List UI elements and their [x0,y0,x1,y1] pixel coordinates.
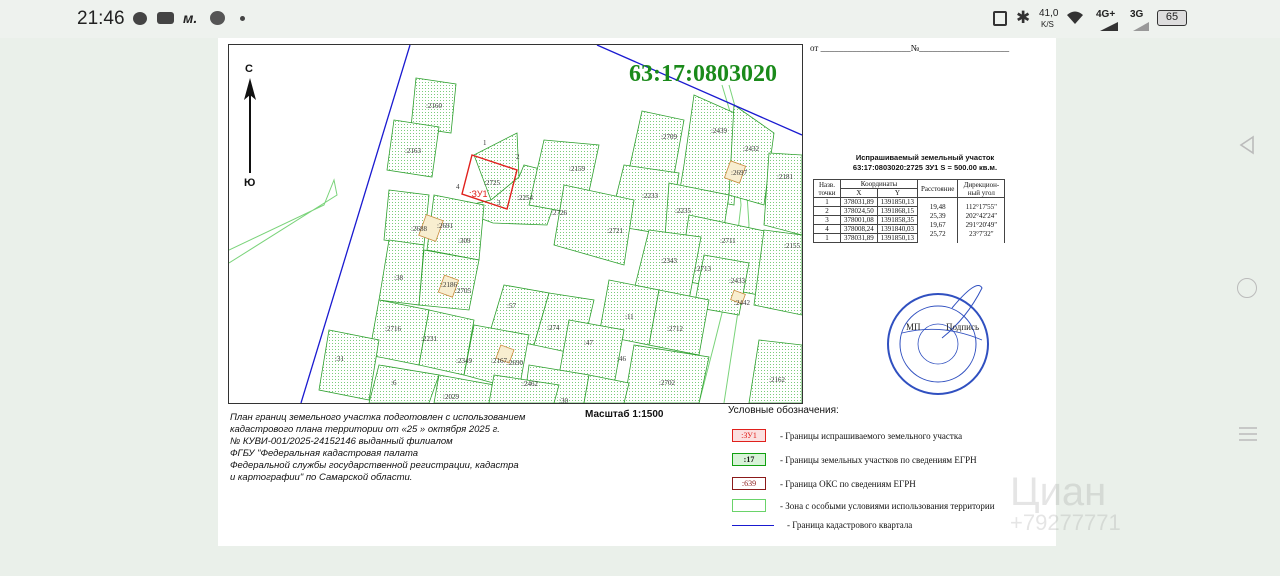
distance-cell: 25,39 [918,211,958,220]
dot-icon [240,16,245,21]
parcel-label: :38 [394,274,403,282]
cadastral-quarter-number: 63:17:0803020 [629,61,777,87]
x-cell: 378031,89 [841,198,878,207]
bluetooth-icon: ✱ [1016,8,1031,27]
signal-bars-icon-2 [1133,18,1149,27]
parcel-label: :2439 [711,127,727,135]
parcel-label: :2162 [769,376,785,384]
parcel-label: :309 [458,237,471,245]
y-cell: 1391840,03 [877,225,917,234]
parcel-label: :2711 [720,237,736,245]
clock: 21:46 [77,8,125,29]
seal-icon [882,278,1000,396]
x-cell: 378031,89 [841,234,878,243]
cadastral-map[interactable] [228,44,803,404]
plan-note-line: кадастрового плана территории от «25 » октября 2025 г. [230,424,500,435]
legend-text-quarter: - Граница кадастрового квартала [787,520,913,530]
parcel-label: :2233 [642,192,658,200]
x-cell: 378024,50 [841,207,878,216]
distance-cell: 19,48 [918,202,958,211]
parcel-label: :2726 [551,209,567,217]
table-header-point: Назв. точки [814,180,841,198]
cadastral-document[interactable] [218,38,1056,546]
signature-label: Подпись [946,322,980,332]
distance-cell: 25,72 [918,229,958,238]
watermark: Циан [1010,470,1107,514]
battery-icon [1157,10,1187,26]
parcel-label: :2167 [491,357,507,365]
legend-symbol-parcels: :17 [732,453,766,466]
plan-note-line: № КУВИ-001/2025-24152146 выданный филиалом [230,436,453,447]
table-header-y: Y [877,189,917,198]
net-speed: 41,0 [1039,8,1059,19]
angle-cell: 23°7'32" [958,229,1005,238]
parcel-label: :2432 [743,145,759,153]
plot-zu1-label: :ЗУ1 [469,189,488,199]
vertex-label: 2 [516,153,520,161]
vertex-label: 1 [483,139,487,147]
nfc-icon [993,11,1007,26]
legend-text-plot: - Границы испрашиваемого земельного участка [780,431,963,441]
compass [243,63,273,193]
signal-4g: 4G+ [1096,9,1116,20]
parcel-label: :2343 [661,257,677,265]
parcel-label: :30 [559,397,568,403]
legend-symbol-quarter [732,525,774,526]
parcel-label: :11 [625,313,634,321]
x-cell: 378001,08 [841,216,878,225]
parcel-label: :2725 [484,179,500,187]
parcel-label: :47 [584,339,593,347]
back-icon[interactable] [1236,134,1258,156]
map-scale: Масштаб 1:1500 [585,409,664,420]
mp-label: МП [906,322,921,332]
table-header-angle: Дирекцион- ный угол [958,180,1005,198]
point-cell: 4 [814,225,841,234]
angle-cell: 291°20'49" [958,220,1005,229]
wifi-icon [1066,10,1084,24]
distance-cell [918,238,958,247]
legend-text-oks: - Граница ОКС по сведениям ЕГРН [780,479,916,489]
point-cell: 3 [814,216,841,225]
parcel-label: :2181 [777,173,793,181]
coordinates-table [813,179,1005,243]
parcel-label: :2349 [456,357,472,365]
parcel-label: :2186 [441,281,457,289]
plot-title [812,153,1038,173]
parcel-label: :6 [391,379,397,387]
parcel-label: :2159 [569,165,585,173]
plan-note-line: План границ земельного участка подготовлен с использованием [230,412,526,423]
parcel-label: :2688 [411,225,427,233]
parcel-label: :2712 [667,325,683,333]
angle-cell [958,238,1005,247]
vertex-label: 4 [456,183,460,191]
table-header-distance: Расстояние [918,180,958,198]
south-label: Ю [244,177,256,189]
parcel-label: :2690 [507,359,523,367]
plan-note-line: и картографии" по Самарской области. [230,472,413,483]
y-cell: 1391850,13 [877,198,917,207]
parcel-label: :57 [507,302,516,310]
plot-title-line1: Испрашиваемый земельный участок [855,153,995,162]
parcel-label: :2713 [695,265,711,273]
status-bar [0,0,1280,38]
distance-cell: 19,67 [918,220,958,229]
map-drawing [229,45,802,403]
parcel-label: :2160 [426,102,442,110]
seal-stamp [882,278,1000,396]
legend-symbol-oks: :639 [732,477,766,490]
coordinates-body [814,198,1005,243]
home-icon[interactable] [1237,278,1257,298]
point-cell: 1 [814,198,841,207]
y-cell: 1391850,13 [877,234,917,243]
parcel-label: :2029 [443,393,459,401]
angle-cell: 202°42'24" [958,211,1005,220]
parcel-label: :2235 [675,207,691,215]
parcel-label: :2155 [784,242,800,250]
legend-symbol-zone [732,499,766,512]
table-header-coords: Координаты [841,180,918,189]
recents-icon[interactable] [1238,424,1258,444]
net-speed-unit: K/S [1041,20,1054,29]
parcel-label: :2462 [522,380,538,388]
vertex-label: 3 [497,199,501,207]
watermark-phone: +79277771 [1010,510,1121,535]
parcel-label: :2705 [455,287,471,295]
parcel-label: :2163 [405,147,421,155]
app-m-icon: м. [183,10,198,26]
parcel-label: :274 [547,324,560,332]
plan-note-line: ФГБУ "Федеральная кадастровая палата [230,448,419,459]
north-arrow-icon [243,78,257,173]
parcel-label: :31 [335,355,344,363]
table-row [814,198,1005,207]
doc-number-line: от ____________________№____________________ [810,43,1010,53]
y-cell: 1391858,35 [877,216,917,225]
settings-icon [210,11,225,25]
parcel-label: :2254 [517,194,533,202]
x-cell: 378008,24 [841,225,878,234]
plan-note [230,412,565,484]
parcel-label: :2433 [729,277,745,285]
legend-text-zone: - Зона с особыми условиями использования территории [780,501,995,511]
legend-symbol-plot: :ЗУ1 [732,429,766,442]
y-cell: 1391868,15 [877,207,917,216]
youtube-icon [157,12,174,24]
parcel-label: :2691 [437,222,453,230]
legend-title: Условные обозначения: [728,405,839,416]
parcel-label: :2702 [659,379,675,387]
parcel-label: :2716 [385,325,401,333]
plot-title-line2: 63:17:0803020:2725 ЗУ1 S = 500.00 кв.м. [852,163,998,172]
point-cell: 2 [814,207,841,216]
plan-note-line: Федеральной службы государственной регистрации, кадастра [230,460,519,471]
parcel-label: :2709 [661,133,677,141]
chat-icon [133,12,147,25]
parcel-label: :2231 [421,335,437,343]
north-label: С [245,63,253,75]
parcel-label: :2697 [731,169,747,177]
table-header-x: X [841,189,878,198]
signal-3g: 3G [1130,9,1144,20]
parcel-label: :2442 [734,299,750,307]
parcel-label: :2721 [607,227,623,235]
signal-bars-icon [1100,18,1118,27]
angle-cell: 112°17'55" [958,202,1005,211]
battery-level: 65 [1165,11,1179,23]
navigation-bar [1216,38,1280,576]
point-cell: 1 [814,234,841,243]
parcel-label: :46 [617,355,626,363]
legend-text-parcels: - Границы земельных участков по сведениям ЕГРН [780,455,977,465]
